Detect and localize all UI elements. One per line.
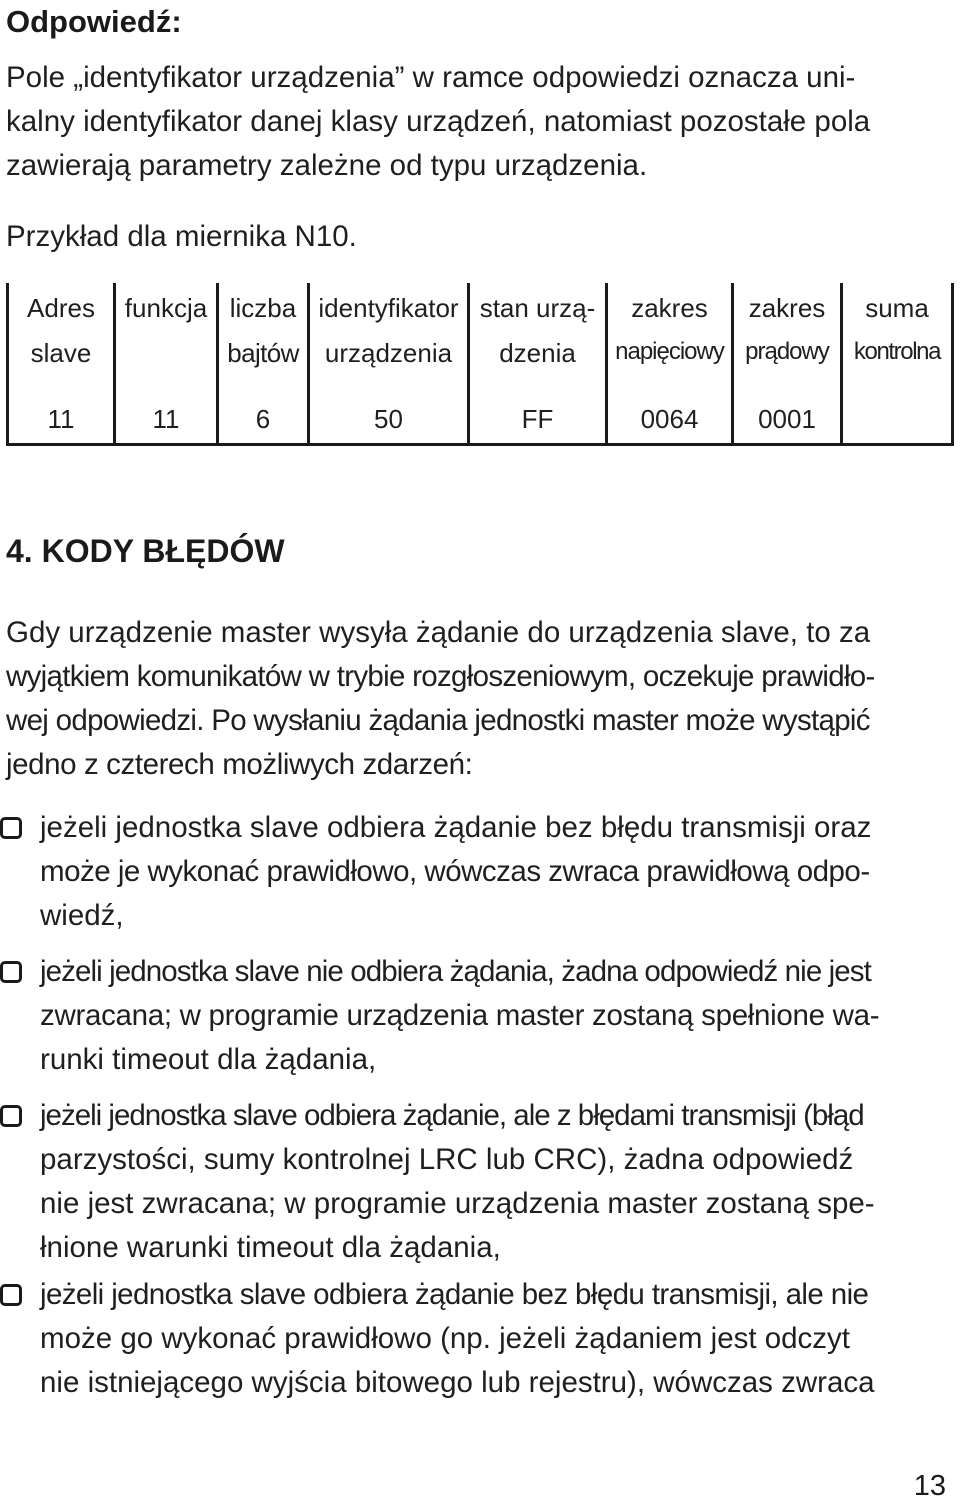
checkbox-bullet-icon [0,1105,22,1127]
paragraph-line: zawierają parametry zależne od typu urządzenia. [6,149,648,182]
list-item-line: jeżeli jednostka slave odbiera żądanie bez błędu transmisji, ale nie [40,1278,869,1311]
checkbox-bullet-icon [0,817,22,839]
header-liczba: liczba [229,293,297,323]
list-item-line: nie jest zwracana; w programie urządzenia master zostaną spe- [40,1187,875,1220]
header-urzadzenia: urządzenia [324,338,453,368]
list-item-line: parzystości, sumy kontrolnej LRC lub CRC), żadna odpowiedź [40,1143,854,1176]
answer-paragraph [6,56,870,188]
header-pradowy: prądowy [745,338,829,365]
value-funkcja: 11 [152,404,180,434]
list-item-line: jeżeli jednostka slave odbiera żądanie, ale z błędami transmisji (błąd [40,1099,864,1132]
list-item-line: jeżeli jednostka slave nie odbiera żądania, żadna odpowiedź nie jest [40,955,871,988]
section-heading: 4. KODY BŁĘDÓW [6,533,285,569]
value-adres: 11 [47,404,75,434]
header-funkcja: funkcja [124,293,208,323]
list-item-line: może je wykonać prawidłowo, wówczas zwraca prawidłową odpo- [40,855,870,888]
list-item-text [40,1094,875,1270]
value-stan: FF [521,404,554,434]
list-item-text [40,806,871,938]
section-paragraph [6,611,875,787]
paragraph-line: Pole „identyfikator urządzenia” w ramce odpowiedzi oznacza uni- [6,61,856,94]
header-bajtow: bajtów [227,338,299,368]
paragraph-line: jedno z czterech możliwych zdarzeń: [6,748,473,781]
example-line: Przykład dla miernika N10. [6,220,357,253]
value-identyfikator: 50 [374,404,403,434]
header-adres: Adres [27,293,95,323]
header-identyfikator: identyfikator [318,293,459,323]
list-item-text [40,1273,875,1405]
header-kontrolna: kontrolna [853,338,941,365]
list-item-line: wiedź, [40,899,124,932]
paragraph-line: wej odpowiedzi. Po wysłaniu żądania jednostki master może wystąpić [6,704,870,737]
header-suma: suma [865,293,929,323]
list-item-line: runki timeout dla żądania, [40,1043,377,1076]
list-item-line: może go wykonać prawidłowo (np. jeżeli żądaniem jest odczyt [40,1322,850,1355]
checkbox-bullet-icon [0,961,22,983]
frame-table [6,283,954,446]
answer-heading: Odpowiedź: [6,4,182,39]
header-napieciowy: napięciowy [615,338,724,365]
list-item-line: nie istniejącego wyjścia bitowego lub rejestru), wówczas zwraca [40,1366,875,1399]
list-item-text [40,950,879,1082]
value-zakres-pradowy: 0001 [758,404,816,434]
paragraph-line: Gdy urządzenie master wysyła żądanie do urządzenia slave, to za [6,616,871,649]
header-stan: stan urzą- [479,293,596,323]
list-item-line: łnione warunki timeout dla żądania, [40,1231,501,1264]
paragraph-line: wyjątkiem komunikatów w trybie rozgłoszeniowym, oczekuje prawidło- [6,660,875,693]
paragraph-line: kalny identyfikator danej klasy urządzeń, natomiast pozostałe pola [6,105,871,138]
value-liczba: 6 [255,404,271,434]
list-item-line: zwracana; w programie urządzenia master zostaną spełnione wa- [40,999,880,1032]
list-item-line: jeżeli jednostka slave odbiera żądanie bez błędu transmisji oraz [40,811,872,844]
header-zakres-pradowy: zakres [748,293,826,323]
value-zakres-napieciowy: 0064 [640,404,699,434]
header-dzenia: dzenia [499,338,576,368]
checkbox-bullet-icon [0,1284,22,1306]
header-zakres-napieciowy: zakres [631,293,708,323]
page-number: 13 [913,1470,946,1502]
header-slave: slave [30,338,92,368]
